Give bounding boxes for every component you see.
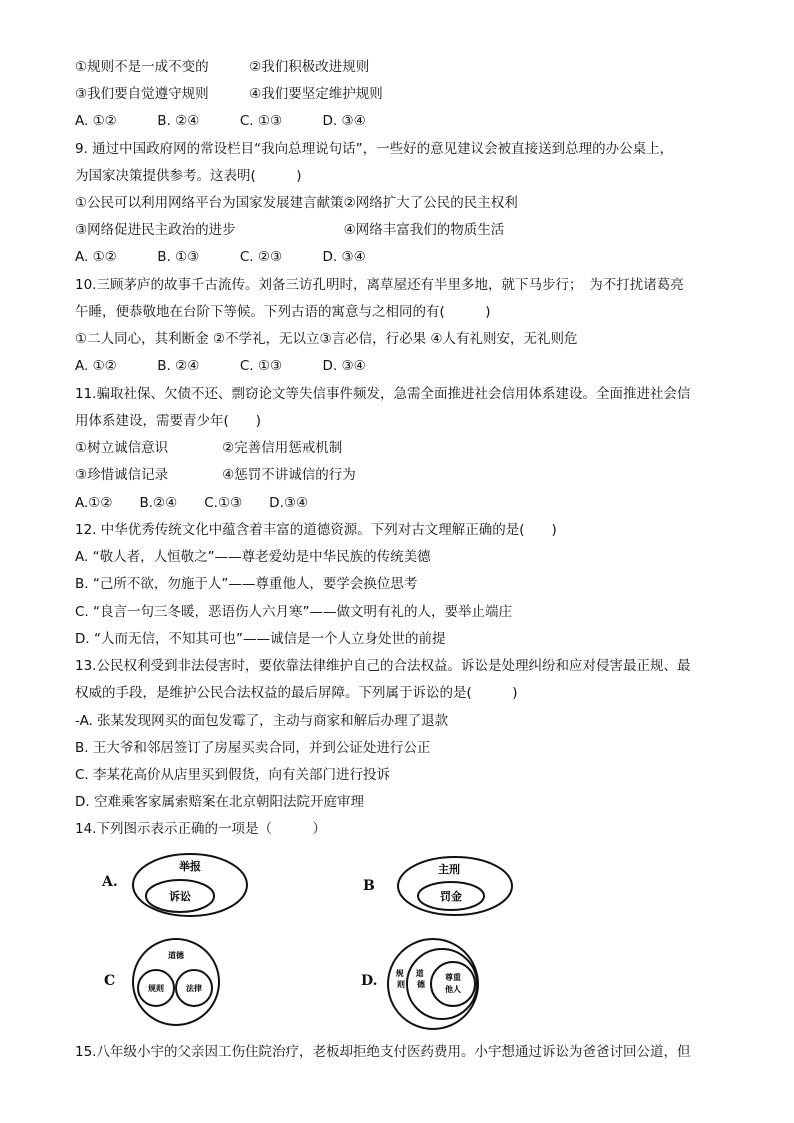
diagram-d-outer-char2: 则 — [397, 980, 405, 989]
q13-option-d: D. 空难乘客家属索赔案在北京朝阳法院开庭审理 — [75, 794, 364, 810]
q12-option-b: B. “己所不欲，勿施于人”——尊重他人，要学会换位思考 — [75, 576, 418, 592]
q10-statements: ①二人同心，其利断金 ②不学礼，无以立③言必信，行必果 ④人有礼则安，无礼则危 — [75, 331, 578, 347]
diagram-c — [130, 936, 222, 1028]
q13-stem-2: 权威的手段，是维护公民合法权益的最后屏障。下列属于诉讼的是( ) — [75, 685, 518, 701]
diagram-d-outer-char1: 规 — [395, 969, 404, 978]
q9-statements-1: ①公民可以利用网络平台为国家发展建言献策②网络扩大了公民的民主权利 — [75, 195, 518, 211]
q11-stem-1: 11.骗取社保、欠债不还、剽窃论文等失信事件频发，急需全面推进社会信用体系建设。全面推进社会信 — [75, 386, 691, 402]
diagram-d-middle-char1: 道 — [415, 969, 424, 978]
q13-option-a: -A. 张某发现网买的面包发霉了，主动与商家和解后办理了退款 — [75, 713, 449, 729]
q8-statements-2: ③我们要自觉遵守规则 ④我们要坚定维护规则 — [75, 86, 383, 102]
q8-options: A. ①② B. ②④ C. ①③ D. ③④ — [75, 113, 366, 129]
q9-stem-2: 为国家决策提供参考。这表明( ) — [75, 168, 302, 184]
q9-options: A. ①② B. ①③ C. ②③ D. ③④ — [75, 249, 366, 265]
diagram-c-outer-label: 道德 — [168, 951, 184, 960]
q15-stem: 15.八年级小宇的父亲因工伤住院治疗，老板却拒绝支付医药费用。小宇想通过诉讼为爸爸讨回公道，但 — [75, 1044, 691, 1060]
diagram-c-right-label: 法律 — [186, 984, 202, 993]
q10-stem-1: 10.三顾茅庐的故事千古流传。刘备三访孔明时，离草屋还有半里多地，就下马步行； 为不打扰诸葛亮 — [75, 277, 684, 293]
diagram-d-inner-line1: 尊重 — [445, 973, 461, 982]
diagram-b-letter: B — [363, 878, 375, 894]
q12-stem: 12. 中华优秀传统文化中蕴含着丰富的道德资源。下列对古文理解正确的是( ) — [75, 522, 557, 538]
q10-options: A. ①② B. ②④ C. ①③ D. ③④ — [75, 358, 366, 374]
q13-option-b: B. 王大爷和邻居签订了房屋买卖合同，并到公证处进行公正 — [75, 740, 431, 756]
q9-stem-1: 9. 通过中国政府网的常设栏目“我向总理说句话”，一些好的意见建议会被直接送到总理的办公桌上， — [75, 141, 674, 157]
q14-stem: 14.下列图示表示正确的一项是（ ） — [75, 821, 326, 837]
diagram-c-left-label: 规则 — [148, 984, 164, 993]
q13-option-c: C. 李某花高价从店里买到假货，向有关部门进行投诉 — [75, 767, 391, 783]
q11-options: A.①② B.②④ C.①③ D.③④ — [75, 495, 309, 511]
diagram-d-outer-label — [395, 968, 407, 989]
q13-stem-1: 13.公民权利受到非法侵害时，要依靠法律维护自己的合法权益。诉讼是处理纠纷和应对侵害最正规、最 — [75, 658, 691, 674]
diagram-d-middle-label — [416, 968, 427, 989]
diagram-a — [130, 850, 250, 920]
diagram-d-inner-line2: 他人 — [445, 985, 461, 994]
diagram-b-inner-label: 罚金 — [440, 890, 462, 903]
diagram-d-inner — [431, 962, 475, 1006]
q12-option-c: C. “良言一句三冬暖，恶语伤人六月寒”——做文明有礼的人，要举止端庄 — [75, 604, 512, 620]
diagram-b-outer-label: 主刑 — [438, 863, 460, 876]
q8-statements-1: ①规则不是一成不变的 ②我们积极改进规则 — [75, 59, 370, 75]
diagram-b — [395, 854, 515, 918]
diagram-d-letter: D. — [361, 973, 378, 989]
q11-statements-1: ①树立诚信意识 ②完善信用惩戒机制 — [75, 440, 343, 456]
q12-option-a: A. “敬人者，人恒敬之”——尊老爱幼是中华民族的传统美德 — [75, 549, 431, 565]
q11-stem-2: 用体系建设，需要青少年( ) — [75, 413, 262, 429]
diagram-a-inner-label: 诉讼 — [169, 890, 191, 903]
diagram-d-middle-char2: 德 — [417, 980, 425, 989]
diagram-a-outer-label: 举报 — [179, 860, 201, 873]
diagram-d — [385, 936, 481, 1032]
diagram-c-letter: C — [104, 973, 116, 989]
q11-statements-2: ③珍惜诚信记录 ④惩罚不讲诚信的行为 — [75, 467, 356, 483]
q10-stem-2: 午睡，便恭敬地在台阶下等候。下列古语的寓意与之相同的有( ) — [75, 304, 491, 320]
q9-statements-2: ③网络促进民主政治的进步 ④网络丰富我们的物质生活 — [75, 222, 505, 238]
diagram-a-letter: A. — [102, 874, 118, 890]
q12-option-d: D. “人而无信，不知其可也”——诚信是一个人立身处世的前提 — [75, 631, 446, 647]
